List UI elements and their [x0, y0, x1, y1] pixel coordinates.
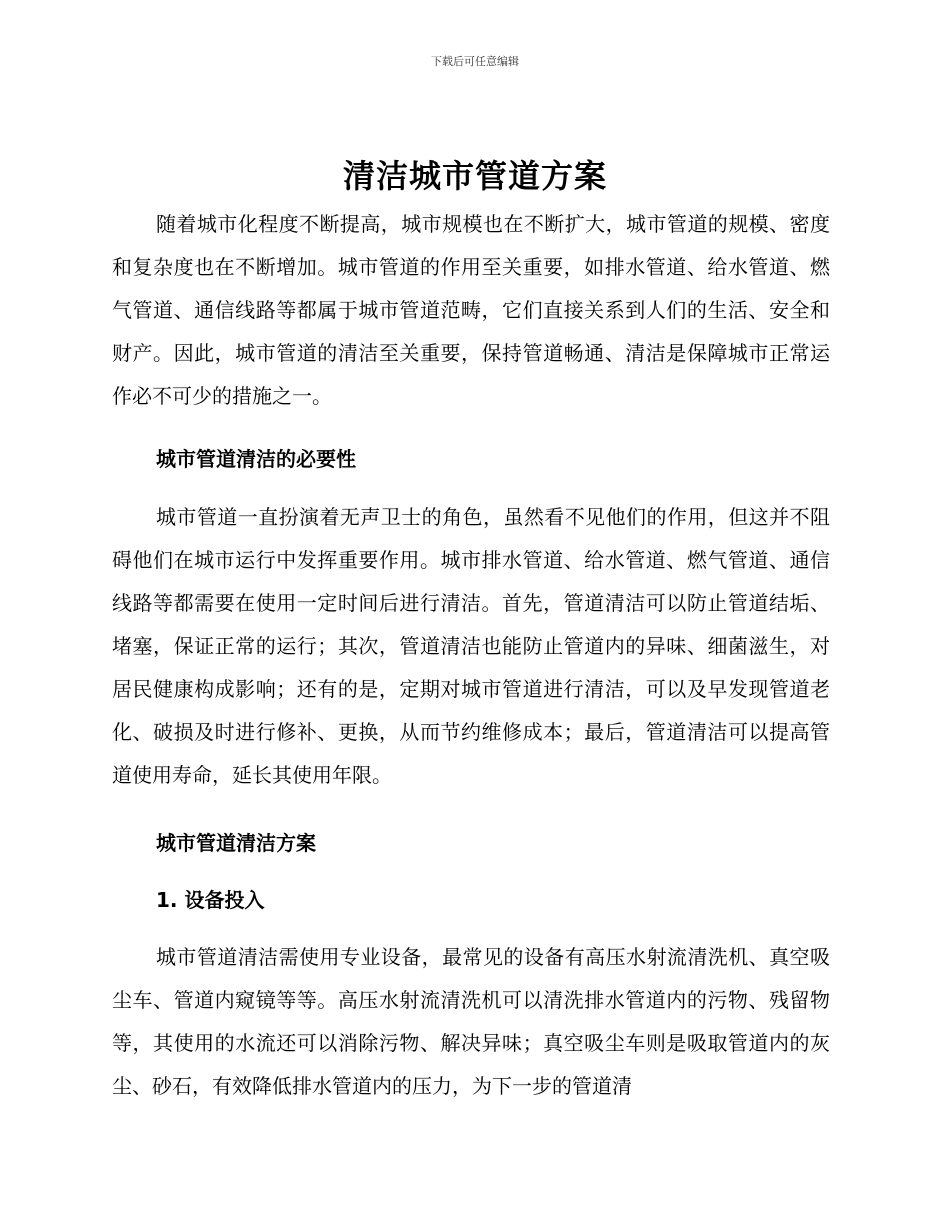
document-title: 清洁城市管道方案: [342, 157, 607, 195]
section-heading-necessity: 城市管道清洁的必要性: [156, 447, 356, 471]
section-heading-plan: 城市管道清洁方案: [156, 831, 316, 855]
equipment-paragraph: 城市管道清洁需使用专业设备，最常见的设备有高压水射流清洗机、真空吸尘车、管道内窥镜等等。高压水射流清洗机可以清洗排水管道内的污物、残留物等，其使用的水流还可以消除污物、解决异味；真空吸尘车则是吸取管道内的灰尘、砂石，有效降低排水管道内的压力，为下一步的管道清: [112, 945, 830, 1098]
intro-paragraph: 随着城市化程度不断提高，城市规模也在不断扩大，城市管道的规模、密度和复杂度也在不断增加。城市管道的作用至关重要，如排水管道、给水管道、燃气管道、通信线路等都属于城市管道范畴，它们直接关系到人们的生活、安全和财产。因此，城市管道的清洁至关重要，保持管道畅通、清洁是保障城市正常运作必不可少的措施之一。: [112, 212, 830, 408]
header-note: 下载后可任意编辑: [431, 55, 519, 68]
subsection-heading-equipment: 1. 设备投入: [156, 888, 265, 912]
necessity-paragraph: 城市管道一直扮演着无声卫士的角色，虽然看不见他们的作用，但这并不阻碍他们在城市运行中发挥重要作用。城市排水管道、给水管道、燃气管道、通信线路等都需要在使用一定时间后进行清洁。首先，管道清洁可以防止管道结垢、堵塞，保证正常的运行；其次，管道清洁也能防止管道内的异味、细菌滋生，对居民健康构成影响；还有的是，定期对城市管道进行清洁，可以及早发现管道老化、破损及时进行修补、更换，从而节约维修成本；最后，管道清洁可以提高管道使用寿命，延长其使用年限。: [112, 505, 830, 787]
